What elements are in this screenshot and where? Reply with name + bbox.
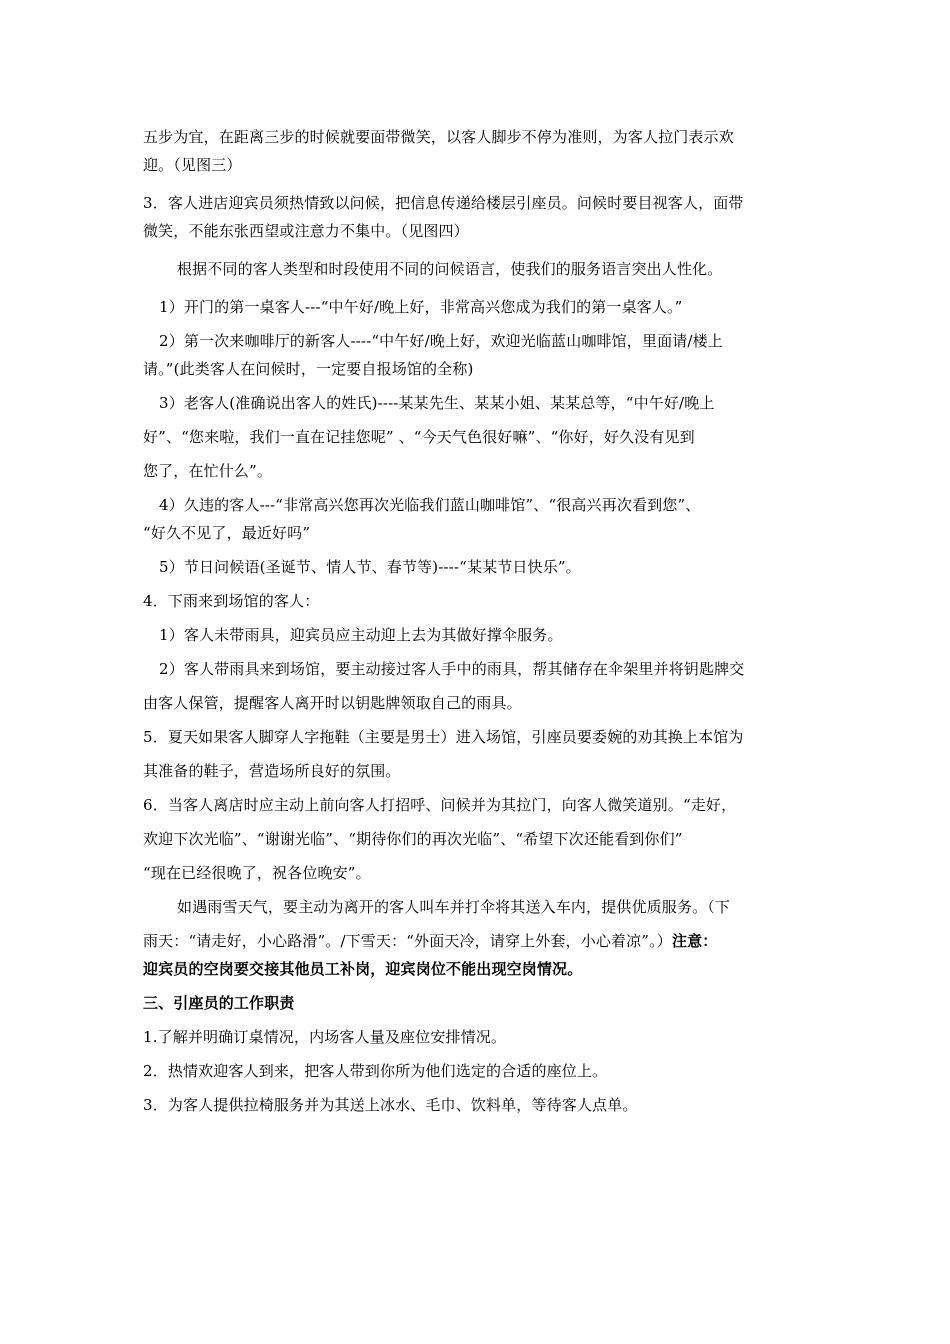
note-label: 注意： — [671, 932, 718, 950]
paragraph-line: 根据不同的客人类型和时段使用不同的问候语言，使我们的服务语言突出人性化。 — [177, 260, 723, 278]
list-item: 2．热情欢迎客人到来，把客人带到你所为他们选定的合适的座位上。 — [143, 1062, 608, 1080]
paragraph-line: “现在已经很晚了，祝各位晚安”。 — [143, 864, 371, 882]
document-body — [143, 123, 811, 1119]
list-item-continuation: “好久不见了，最近好吗” — [143, 524, 311, 542]
list-item: 4）久违的客人---“非常高兴您再次光临我们蓝山咖啡馆”、“很高兴再次看到您”、 — [159, 496, 701, 514]
note-text: 迎宾员的空岗要交接其他员工补岗，迎宾岗位不能出现空岗情况。 — [143, 960, 583, 978]
list-item-continuation: 您了，在忙什么”。 — [143, 462, 273, 480]
list-item: 2）第一次来咖啡厅的新客人----“中午好/晚上好，欢迎光临蓝山咖啡馆，里面请/楼上 — [159, 332, 723, 350]
paragraph-line: 如遇雨雪天气，要主动为离开的客人叫车并打伞将其送入车内，提供优质服务。（下 — [177, 898, 731, 916]
paragraph-line: 3．客人进店迎宾员须热情致以问候，把信息传递给楼层引座员。问候时要目视客人，面带 — [143, 194, 744, 212]
list-item: 1.了解并明确订桌情况，内场客人量及座位安排情况。 — [143, 1028, 507, 1046]
list-item-continuation: 由客人保管，提醒客人离开时以钥匙牌领取自己的雨具。 — [143, 694, 522, 712]
list-item: 1）客人未带雨具，迎宾员应主动迎上去为其做好撑伞服务。 — [159, 626, 563, 644]
list-item: 3．为客人提供拉椅服务并为其送上冰水、毛巾、饮料单，等待客人点单。 — [143, 1096, 638, 1114]
section-item: 5．夏天如果客人脚穿人字拖鞋（主要是男士）进入场馆，引座员要委婉的劝其换上本馆为 — [143, 728, 744, 746]
list-item: 3）老客人(准确说出客人的姓氏)----某某先生、某某小姐、某某总等，“中午好/晚上 — [159, 394, 715, 412]
list-item: 5）节日问候语(圣诞节、情人节、春节等)----“某某节日快乐”。 — [159, 558, 581, 576]
list-item-continuation: 请。”(此类客人在问候时，一定要自报场馆的全称) — [143, 360, 474, 378]
paragraph-text: 雨天：“请走好，小心路滑”。/下雪天：“外面天冷，请穿上外套，小心着凉”。） — [143, 932, 672, 950]
list-item: 1）开门的第一桌客人---“中午好/晚上好，非常高兴您成为我们的第一桌客人。” — [159, 298, 683, 316]
paragraph-line — [143, 927, 811, 955]
paragraph-line: 迎。（见图三） — [143, 156, 242, 174]
paragraph-line: 五步为宜，在距离三步的时候就要面带微笑，以客人脚步不停为准则，为客人拉门表示欢 — [143, 128, 734, 146]
paragraph-line: 其准备的鞋子，营造场所良好的氛围。 — [143, 762, 401, 780]
paragraph-line: 欢迎下次光临”、“谢谢光临”、“期待你们的再次光临”、“希望下次还能看到你们” — [143, 830, 683, 848]
paragraph-line: 微笑，不能东张西望或注意力不集中。（见图四） — [143, 222, 469, 240]
list-item: 2）客人带雨具来到场馆，要主动接过客人手中的雨具，帮其储存在伞架里并将钥匙牌交 — [159, 660, 745, 678]
section-heading: 三、引座员的工作职责 — [143, 994, 295, 1012]
section-item: 6．当客人离店时应主动上前向客人打招呼、问候并为其拉门，向客人微笑道别。“走好， — [143, 796, 737, 814]
list-item-continuation: 好”、“您来啦，我们一直在记挂您呢” 、“今天气色很好嘛”、“你好，好久没有见到 — [143, 428, 695, 446]
section-item: 4．下雨来到场馆的客人： — [143, 592, 320, 610]
